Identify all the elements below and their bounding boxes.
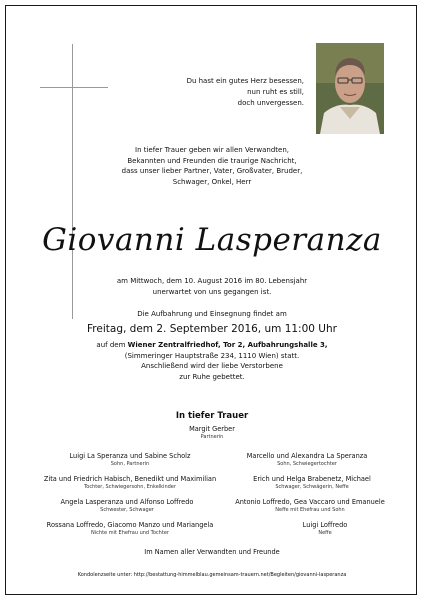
- mourner-name: Marcello und Alexandra La Speranza: [246, 452, 368, 460]
- mourner-name: Angela Lasperanza und Alfonso Loffredo: [60, 498, 194, 506]
- mourner-name: Rossana Loffredo, Giacomo Manzo und Mariangela: [46, 521, 214, 529]
- deceased-name: Giovanni Lasperanza: [42, 222, 382, 258]
- mourner-role: Sohn, Schwiegertochter: [277, 461, 337, 467]
- portrait-image: [316, 43, 384, 134]
- mourners-heading: In tiefer Trauer: [175, 411, 249, 421]
- mourner-role: Sohn, Partnerin: [110, 461, 150, 467]
- mourner-role: Neffe mit Ehefrau und Sohn: [275, 507, 345, 513]
- place-cemetery: Wiener Zentralfriedhof, Tor 2, Aufbahrungshalle 3,: [127, 341, 328, 349]
- mourner-name: Luigi La Speranza und Sabine Scholz: [69, 452, 191, 460]
- place-line-1: [0, 340, 424, 351]
- place-prefix: auf dem: [96, 341, 128, 349]
- mourner-partner: [0, 425, 424, 441]
- announcement-line: dass unser lieber Partner, Vater, Großvater, Bruder,: [121, 167, 303, 175]
- mourner-entry: [226, 498, 394, 514]
- deceased-photo: [316, 43, 384, 134]
- quote-line: doch unvergessen.: [237, 99, 304, 107]
- ceremony-datetime: Freitag, dem 2. September 2016, um 11:00 Uhr: [87, 323, 337, 335]
- mourner-role: Schwager, Schwägerin, Neffe: [275, 484, 349, 490]
- place-line-4: zur Ruhe gebettet.: [179, 372, 245, 381]
- mourner-entry: [34, 498, 220, 514]
- mourner-name: Antonio Loffredo, Gea Vaccaro und Emanuele: [235, 498, 385, 506]
- mourner-role: Schwester, Schwager: [100, 507, 154, 513]
- mourners-closing: Im Namen aller Verwandten und Freunde: [144, 548, 280, 556]
- mourner-entry: [255, 521, 395, 537]
- announcement-line: Bekannten und Freunden die traurige Nachricht,: [127, 156, 297, 165]
- quote-line: nun ruht es still,: [247, 88, 304, 96]
- mourner-role: Nichte mit Ehefrau und Tochter: [91, 530, 169, 536]
- place-line-3: Anschließend wird der liebe Verstorbene: [141, 362, 283, 370]
- mourner-entry: [222, 452, 392, 468]
- death-notice: [0, 276, 424, 297]
- death-line: unerwartet von uns gegangen ist.: [152, 287, 272, 296]
- ceremony-place: [0, 340, 424, 382]
- memorial-quote: [187, 76, 304, 109]
- cross-icon-horizontal: [40, 87, 108, 88]
- mourner-role: Tochter, Schwiegersohn, Enkelkinder: [84, 484, 176, 490]
- condolence-link[interactable]: Kondolenzseite unter: http://bestattung-himmelblau.gemeinsam-trauern.net/Begleiten/giovanni-lasperanza: [77, 572, 347, 578]
- mourner-entry: [232, 475, 392, 491]
- mourner-entry: [40, 452, 220, 468]
- ceremony-intro: Die Aufbahrung und Einsegnung findet am: [137, 310, 287, 318]
- mourner-role: Neffe: [318, 530, 332, 536]
- quote-line: Du hast ein gutes Herz besessen,: [186, 77, 304, 85]
- death-line: am Mittwoch, dem 10. August 2016 im 80. Lebensjahr: [116, 277, 308, 285]
- mourner-entry: [30, 521, 230, 537]
- announcement-line: In tiefer Trauer geben wir allen Verwandten,: [135, 146, 289, 154]
- announcement-line: Schwager, Onkel, Herr: [172, 177, 252, 186]
- mourner-name: Luigi Loffredo: [302, 521, 348, 529]
- mourner-role: Partnerin: [200, 434, 224, 440]
- mourner-name: Zita und Friedrich Habisch, Benedikt und Maximilian: [43, 475, 217, 483]
- place-line-2: (Simmeringer Hauptstraße 234, 1110 Wien) statt.: [124, 351, 300, 360]
- mourner-name: Erich und Helga Brabenetz, Michael: [253, 475, 371, 483]
- mourner-entry: [28, 475, 232, 491]
- announcement-text: [0, 145, 424, 187]
- mourner-name: Margit Gerber: [189, 425, 235, 433]
